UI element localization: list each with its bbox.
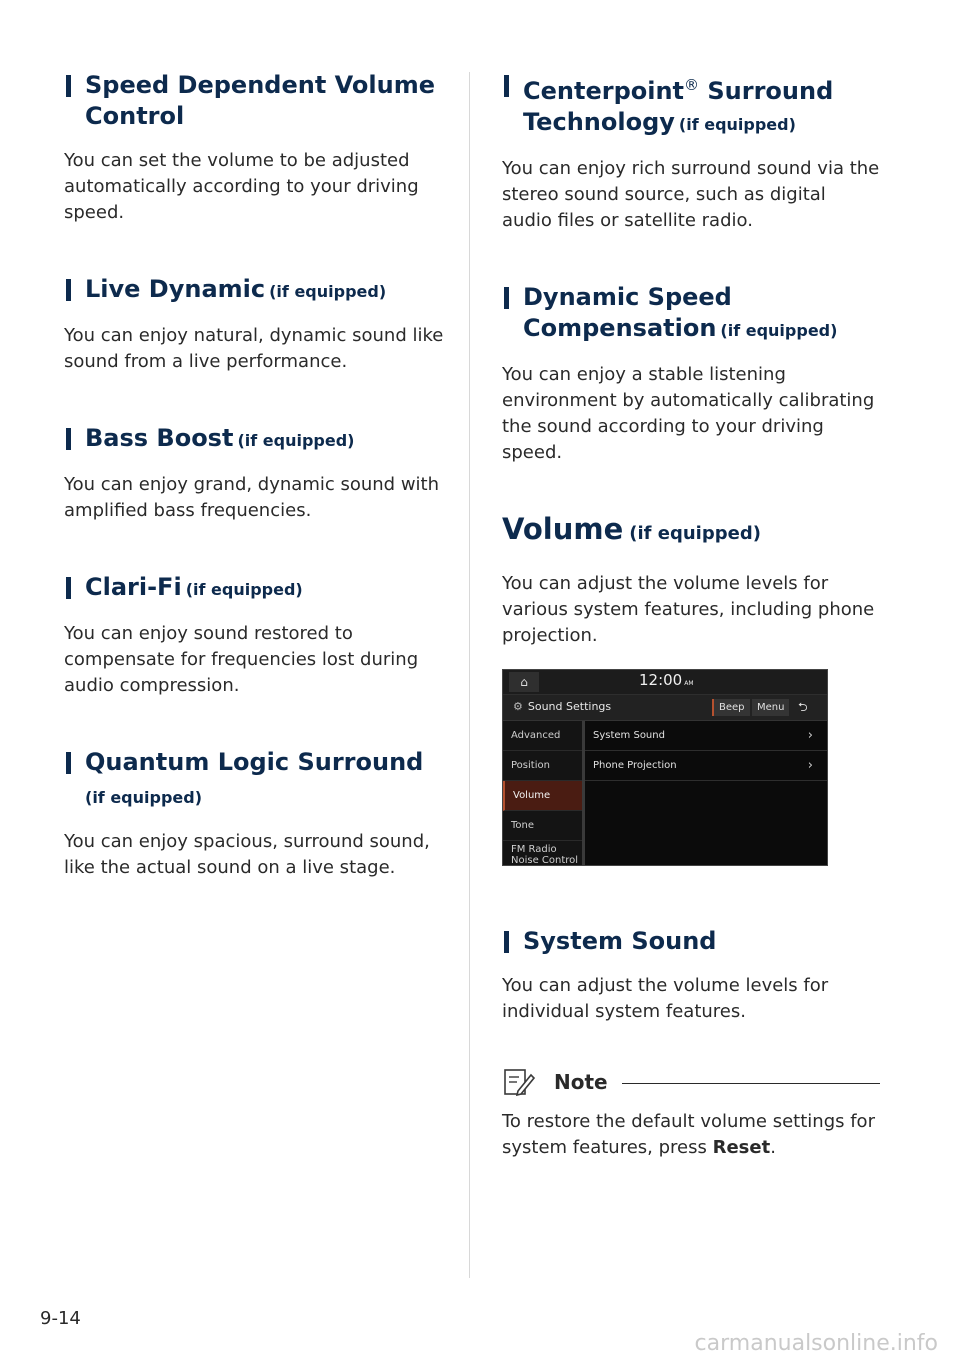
screenshot-list bbox=[585, 721, 827, 781]
note-header bbox=[502, 1065, 880, 1101]
screenshot-status-bar bbox=[503, 670, 827, 695]
heading-bar bbox=[504, 75, 509, 97]
sound-settings-title: ⚙ Sound Settings bbox=[513, 700, 612, 713]
heading-bar bbox=[66, 752, 71, 774]
chevron-right-icon: › bbox=[807, 728, 813, 743]
section-dynamic-speed bbox=[502, 282, 880, 466]
list-item-phone-projection[interactable]: Phone Projection › bbox=[585, 751, 827, 781]
note-body: To restore the default volume settings for system features, press Reset. bbox=[502, 1111, 875, 1158]
section-body: You can adjust the volume levels for various system features, including phone projection. bbox=[502, 573, 875, 646]
right-column bbox=[502, 70, 880, 1161]
sidebar-item-tone[interactable]: Tone bbox=[503, 811, 582, 841]
section-heading: Bass Boost (if equipped) bbox=[64, 423, 444, 456]
section-body: You can set the volume to be adjusted automatically according to your driving speed. bbox=[64, 150, 419, 223]
heading-bar bbox=[66, 428, 71, 450]
section-speed-dependent-volume bbox=[64, 70, 444, 226]
note-box bbox=[502, 1065, 880, 1161]
section-live-dynamic bbox=[64, 274, 444, 375]
heading-bar bbox=[504, 287, 509, 309]
section-body: You can enjoy sound restored to compensate for frequencies lost during audio compression. bbox=[64, 623, 419, 696]
section-body: You can enjoy a stable listening environment by automatically calibrating the sound according to your driving speed. bbox=[502, 364, 875, 463]
watermark: carmanualsonline.info bbox=[694, 1331, 938, 1356]
section-heading: System Sound bbox=[502, 926, 880, 957]
note-title: Note bbox=[554, 1070, 608, 1094]
section-bass-boost bbox=[64, 423, 444, 524]
section-centerpoint bbox=[502, 70, 880, 234]
screenshot-title-bar bbox=[503, 695, 827, 721]
section-body: You can adjust the volume levels for individual system features. bbox=[502, 975, 829, 1022]
chevron-right-icon: › bbox=[807, 758, 813, 773]
heading-bar bbox=[66, 279, 71, 301]
menu-button[interactable]: Menu bbox=[752, 699, 789, 716]
list-item-system-sound[interactable]: System Sound › bbox=[585, 721, 827, 751]
sound-settings-screenshot bbox=[502, 669, 828, 866]
section-heading: Centerpoint® Surround Technology (if equipped) bbox=[502, 70, 880, 140]
section-heading: Speed Dependent Volume Control bbox=[64, 70, 444, 132]
sidebar-item-fm-radio-noise-control[interactable]: FM Radio Noise Control bbox=[503, 841, 582, 865]
section-quantum-logic bbox=[64, 747, 444, 881]
section-body: You can enjoy rich surround sound via the stereo sound source, such as digital audio files or satellite radio. bbox=[502, 158, 880, 231]
page-number: 9-14 bbox=[40, 1308, 81, 1329]
section-heading: Live Dynamic (if equipped) bbox=[64, 274, 444, 307]
sidebar-item-advanced[interactable]: Advanced bbox=[503, 721, 582, 751]
section-volume bbox=[502, 510, 880, 866]
section-heading: Quantum Logic Surround (if equipped) bbox=[64, 747, 444, 813]
section-clari-fi bbox=[64, 572, 444, 699]
heading-bar bbox=[66, 577, 71, 599]
beep-button[interactable]: Beep bbox=[712, 699, 750, 716]
section-body: You can enjoy grand, dynamic sound with amplified bass frequencies. bbox=[64, 474, 440, 521]
note-rule bbox=[622, 1083, 880, 1084]
heading-bar bbox=[66, 75, 71, 97]
section-heading: Clari-Fi (if equipped) bbox=[64, 572, 444, 605]
section-heading: Dynamic Speed Compensation (if equipped) bbox=[502, 282, 880, 346]
section-system-sound bbox=[502, 926, 880, 1025]
gear-icon: ⚙ bbox=[513, 700, 523, 713]
sidebar-item-position[interactable]: Position bbox=[503, 751, 582, 781]
sidebar-item-volume[interactable]: Volume bbox=[503, 781, 582, 811]
note-pencil-icon bbox=[502, 1065, 536, 1099]
column-divider bbox=[469, 72, 470, 1278]
heading-bar bbox=[504, 931, 509, 953]
section-body: You can enjoy natural, dynamic sound like sound from a live performance. bbox=[64, 325, 444, 372]
left-column bbox=[64, 70, 444, 881]
home-icon[interactable]: ⌂ bbox=[509, 672, 539, 692]
screenshot-sidebar bbox=[503, 721, 585, 865]
clock: 12:00 AM bbox=[639, 671, 694, 689]
section-body: You can enjoy spacious, surround sound, like the actual sound on a live stage. bbox=[64, 831, 430, 878]
volume-heading: Volume (if equipped) bbox=[502, 512, 761, 546]
back-icon[interactable]: ⮌ bbox=[798, 700, 808, 714]
